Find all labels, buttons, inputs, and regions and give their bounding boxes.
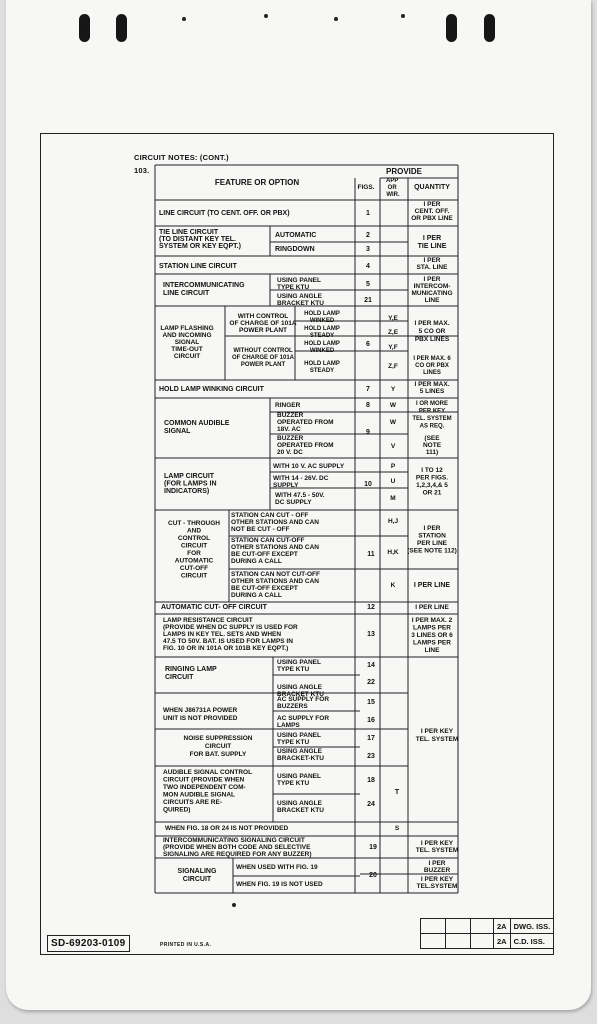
table-cell-94: WHEN FIG. 18 OR 24 IS NOT PROVIDED (165, 825, 289, 832)
table-cell-32: HOLD LAMP WINKING CIRCUIT (159, 386, 264, 393)
table-cell-63: 11 (367, 551, 375, 558)
table-cell-92: T (394, 789, 400, 796)
table-cell-66: AUTOMATIC CUT- OFF CIRCUIT (161, 604, 267, 611)
figs-column-header: FIGS. (357, 184, 375, 191)
table-cell-73: USING PANEL TYPE KTU (277, 659, 321, 673)
table-cell-54: 10 (364, 481, 372, 488)
table-cell-58: H,J (387, 518, 399, 525)
table-cell-70: 13 (367, 631, 375, 638)
table-cell-48: WITH 10 V. AC SUPPLY (273, 463, 345, 470)
table-cell-83: USING PANEL TYPE KTU (277, 732, 321, 746)
table-cell-77: WHEN J86731A POWER UNIT IS NOT PROVIDED (163, 707, 238, 722)
table-cell-46: (SEE NOTE 111) (422, 435, 442, 456)
table-cell-65: I PER LINE (413, 582, 451, 589)
table-cell-95: S (394, 825, 400, 832)
table-cell-4: AUTOMATIC (275, 232, 317, 239)
table-cell-88: USING PANEL TYPE KTU (277, 773, 321, 787)
table-cell-60: H,K (387, 549, 399, 556)
table-cell-8: I PER TIE LINE (417, 235, 447, 250)
table-cell-34: Y (390, 386, 396, 393)
table-cell-103: I PER KEY TEL.SYSTEM (416, 876, 458, 890)
table-cell-90: USING ANGLE BRACKET KTU (277, 800, 324, 814)
table-cell-98: I PER KEY TEL. SYSTEM (415, 840, 459, 854)
table-cell-44: 9 (366, 429, 370, 436)
table-cell-7: 3 (366, 246, 370, 253)
table-cell-52: WITH 47.5 - 50V. DC SUPPLY (275, 492, 325, 506)
table-cell-69: LAMP RESISTANCE CIRCUIT (PROVIDE WHEN DC SUPPLY IS USED FOR LAMPS IN KEY TEL. SETS AND WHEN 47.5 TO 50V. BAT. IS USED FOR LAMPS IN FIG. 10 OR IN 101A OR 101B KEY EQPT.) (163, 617, 298, 652)
table-cell-28: Z,F (388, 363, 398, 370)
table-cell-37: RINGER (275, 402, 301, 409)
app-column-header: APP OR WIR. (386, 178, 400, 198)
table-cell-71: I PER MAX. 2 LAMPS PER 3 LINES OR 6 LAMPS PER LINE (411, 617, 453, 654)
table-cell-17: I PER INTERCOM-MUNICATING LINE (411, 276, 453, 304)
table-cell-30: I PER MAX. 5 CO OR PBX LINES (414, 320, 450, 343)
table-cell-104: 20 (369, 872, 377, 879)
table-cell-64: I PER STATION PER LINE (SEE NOTE 112) (407, 525, 457, 555)
table-cell-84: 17 (367, 735, 375, 742)
table-cell-42: BUZZER OPERATED FROM 20 V. DC (277, 435, 334, 456)
table-cell-24: WITHOUT CONTROL OF CHARGE OF 101A POWER PLANT (231, 348, 295, 368)
table-cell-26: Y,F (388, 344, 398, 351)
table-cell-102: WHEN FIG. 19 IS NOT USED (236, 881, 323, 888)
title-block-row (421, 934, 554, 949)
table-cell-101: I PER BUZZER (423, 860, 451, 874)
table-cell-62: K (390, 582, 396, 589)
table-cell-93: I PER KEY TEL. SYSTEM (415, 728, 459, 743)
table-cell-3: TIE LINE CIRCUIT (TO DISTANT KEY TEL. SYSTEM OR KEY EQPT.) (159, 229, 241, 250)
table-cell-68: I PER LINE (415, 604, 449, 611)
note-number: 103. (134, 166, 150, 175)
table-cell-86: 23 (367, 753, 375, 760)
table-cell-9: STATION LINE CIRCUIT (159, 263, 237, 270)
table-cell-47: LAMP CIRCUIT (FOR LAMPS IN INDICATORS) (164, 473, 217, 495)
table-cell-100: WHEN USED WITH FIG. 19 (236, 864, 318, 871)
table-cell-29: 6 (366, 341, 370, 348)
cd-issue-label: C.D. ISS. (510, 934, 554, 949)
table-cell-49: P (390, 463, 396, 470)
table-cell-85: USING ANGLE BRACKET-KTU (277, 748, 324, 762)
table-cell-97: 19 (369, 844, 377, 851)
table-cell-80: AC SUPPLY FOR LAMPS (277, 715, 330, 729)
table-cell-57: STATION CAN CUT - OFF OTHER STATIONS AND CAN NOT BE CUT - OFF (231, 512, 319, 533)
table-cell-36: COMMON AUDIBLE SIGNAL (164, 420, 230, 435)
table-cell-40: BUZZER OPERATED FROM 18V. AC (277, 412, 334, 433)
table-cell-51: U (390, 478, 396, 485)
table-cell-53: M (390, 495, 396, 502)
table-cell-43: V (390, 443, 396, 450)
table-cell-99: SIGNALING CIRCUIT (177, 868, 217, 883)
table-cell-11: I PER STA. LINE (416, 257, 448, 271)
table-cell-25: HOLD LAMP WINKED (304, 341, 340, 354)
table-cell-75: USING ANGLE BRACKET KTU (277, 684, 324, 698)
table-cell-16: 21 (364, 297, 372, 304)
table-cell-79: 15 (367, 699, 375, 706)
table-cell-76: 22 (367, 679, 375, 686)
table-cell-21: Y,E (388, 315, 398, 322)
table-cell-55: I TO 12 PER FIGS. 1,2,3,4,& 5 OR 21 (415, 467, 449, 497)
table-cell-81: 16 (367, 717, 375, 724)
circuit-notes-title: CIRCUIT NOTES: (CONT.) (134, 153, 229, 162)
table-cell-13: USING PANEL TYPE KTU (277, 277, 321, 291)
table-cell-96: INTERCOMMUNICATING SIGNALING CIRCUIT (PROVIDE WHEN BOTH CODE AND SELECTIVE SIGNALING ARE REQUIRED FOR ANY BUZZER) (163, 837, 312, 858)
table-cell-67: 12 (367, 604, 375, 611)
table-cell-39: W (389, 402, 397, 409)
table-cell-0: LINE CIRCUIT (TO CENT. OFF. OR PBX) (159, 210, 290, 217)
title-block-row (421, 919, 554, 934)
table-cell-12: INTERCOMMUNICATING LINE CIRCUIT (163, 282, 245, 297)
table-cell-10: 4 (366, 263, 370, 270)
table-cell-82: NOISE SUPPRESSION CIRCUIT FOR BAT. SUPPLY (183, 735, 253, 758)
table-cell-6: RINGDOWN (275, 246, 315, 253)
table-cell-87: AUDIBLE SIGNAL CONTROL CIRCUIT (PROVIDE WHEN TWO INDEPENDENT COM-MON AUDIBLE SIGNAL CIRCUITS ARE RE-QUIRED) (163, 769, 253, 814)
drawing-number: SD-69203-0109 (47, 935, 130, 952)
dwg-issue-label: DWG. ISS. (510, 919, 554, 934)
cd-issue: 2A (494, 934, 511, 949)
table-cell-50: WITH 14 - 26V. DC SUPPLY (273, 475, 329, 489)
table-cell-78: AC SUPPLY FOR BUZZERS (277, 696, 330, 710)
table-cell-38: 8 (366, 402, 370, 409)
title-block (420, 918, 554, 949)
table-cell-15: USING ANGLE BRACKET KTU (277, 293, 324, 307)
table-cell-91: 24 (367, 801, 375, 808)
table-cell-1: 1 (366, 210, 370, 217)
printed-in-usa: PRINTED IN U.S.A. (160, 942, 212, 948)
table-cell-72: RINGING LAMP CIRCUIT (165, 666, 217, 681)
table-cell-33: 7 (366, 386, 370, 393)
provide-header: PROVIDE (385, 167, 423, 176)
table-cell-35: I PER MAX. 5 LINES (414, 381, 450, 395)
table-cell-20: HOLD LAMP WINKED (304, 311, 340, 324)
table-cell-41: W (389, 419, 397, 426)
table-cell-61: STATION CAN NOT CUT-OFF OTHER STATIONS AND CAN BE CUT-OFF EXCEPT DURING A CALL (231, 571, 320, 599)
dwg-issue: 2A (494, 919, 511, 934)
table-cell-56: CUT - THROUGH AND CONTROL CIRCUIT FOR AUTOMATIC CUT-OFF CIRCUIT (168, 520, 220, 580)
quantity-column-header: QUANTITY (414, 184, 450, 191)
table-cell-14: 5 (366, 281, 370, 288)
table-cell-22: HOLD LAMP STEADY (304, 326, 340, 339)
table-cell-23: Z,E (387, 329, 399, 336)
table-cell-31: I PER MAX. 6 CO OR PBX LINES (413, 356, 451, 376)
table-cell-5: 2 (366, 232, 370, 239)
feature-column-header: FEATURE OR OPTION (214, 178, 300, 187)
table-cell-27: HOLD LAMP STEADY (304, 361, 340, 374)
table-cell-18: LAMP FLASHING AND INCOMING SIGNAL TIME-OUT CIRCUIT (160, 325, 214, 360)
table-cell-59: STATION CAN CUT-OFF OTHER STATIONS AND CAN BE CUT-OFF EXCEPT DURING A CALL (231, 537, 319, 565)
table-cell-45: I OR MORE PER KEY TEL. SYSTEM AS REQ. (412, 401, 452, 430)
table-cell-2: I PER CENT. OFF. OR PBX LINE (411, 201, 453, 222)
table-cell-89: 18 (367, 777, 375, 784)
table-cell-74: 14 (367, 662, 375, 669)
table-cell-19: WITH CONTROL OF CHARGE OF 101A POWER PLANT (229, 313, 297, 334)
